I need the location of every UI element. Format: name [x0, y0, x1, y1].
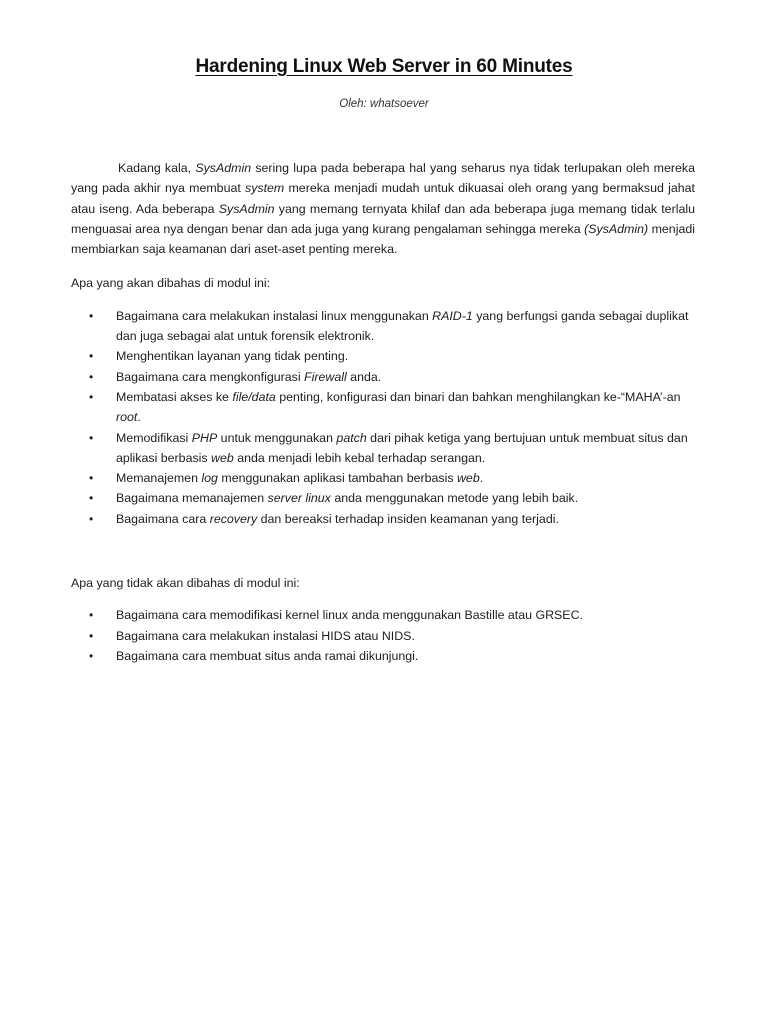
list-item-text: Bagaimana memanajemen	[116, 491, 268, 506]
bullet-icon: •	[89, 628, 94, 643]
list-item-text: Bagaimana cara	[116, 511, 210, 526]
bullet-icon: •	[89, 511, 94, 526]
list-item-emphasis: file/data	[232, 389, 276, 404]
bullet-icon: •	[89, 349, 94, 364]
list-item	[71, 346, 695, 366]
bullet-icon: •	[89, 308, 94, 323]
document-author: Oleh: whatsoever	[339, 98, 429, 110]
bullet-icon: •	[89, 430, 94, 445]
bullet-icon: •	[89, 491, 94, 506]
list-item-emphasis: patch	[336, 430, 367, 445]
list-item-emphasis: root	[116, 410, 138, 425]
list-item-text: .	[137, 410, 141, 425]
list-item-text: Bagaimana cara melakukan instalasi HIDS atau NIDS.	[116, 628, 415, 643]
intro-text: mereka menjadi mudah untuk dikuasai oleh orang yang bermaksud jahat atau iseng. Ada beberapa	[71, 181, 695, 216]
list-item-text: penting, konfigurasi dan binari dan bahkan menghilangkan ke-“MAHA’-an	[275, 389, 681, 404]
intro-text: Kadang kala,	[118, 161, 196, 175]
list-item	[71, 646, 695, 666]
list-item	[71, 428, 695, 469]
bullet-icon: •	[89, 608, 94, 623]
list-item-text: yang berfungsi ganda sebagai duplikat dan juga sebagai alat untuk forensik elektronik.	[116, 308, 689, 344]
list-item-text: Membatasi akses ke	[116, 389, 233, 404]
intro-emphasis: system	[245, 181, 285, 196]
list-item-text: Memanajemen	[116, 471, 202, 486]
list-item	[71, 488, 695, 508]
list-item	[71, 605, 695, 625]
bullet-icon: •	[89, 648, 94, 663]
bullet-icon: •	[89, 389, 94, 404]
bullet-icon: •	[89, 471, 94, 486]
list-item-text: Memodifikasi	[116, 430, 192, 445]
list-item-text: menggunakan aplikasi tambahan berbasis	[217, 471, 457, 486]
list-item	[71, 306, 695, 347]
list-item-text: Bagaimana cara melakukan instalasi linux menggunakan	[116, 308, 433, 323]
list-item-text: untuk menggunakan	[217, 430, 337, 445]
list-item	[71, 509, 695, 529]
list-item-text: anda menggunakan metode yang lebih baik.	[330, 491, 579, 506]
list-item-emphasis: RAID-1	[432, 308, 473, 323]
list-item-text: dari pihak ketiga yang bertujuan untuk membuat situs dan aplikasi berbasis	[116, 430, 688, 465]
list-item-text: Menghentikan layanan yang tidak penting.	[116, 349, 349, 364]
list-item-emphasis: web	[456, 471, 480, 486]
not-covered-list	[71, 605, 695, 666]
intro-paragraph	[71, 158, 695, 259]
intro-emphasis: SysAdmin	[218, 201, 275, 216]
list-item-emphasis: server linux	[267, 491, 331, 506]
intro-text: yang memang ternyata khilaf dan ada beberapa juga memang tidak terlalu menguasai area nya dengan benar dan ada juga yang kurang pengalaman sehingga mereka	[71, 201, 695, 236]
list-item-text: dan bereaksi terhadap insiden keamanan yang terjadi.	[257, 511, 559, 526]
bullet-icon: •	[89, 369, 94, 384]
list-item-text: Bagaimana cara membuat situs anda ramai dikunjungi.	[116, 648, 419, 663]
list-item-emphasis: recovery	[209, 511, 258, 526]
list-item-emphasis: log	[201, 471, 218, 486]
list-item-emphasis: PHP	[191, 430, 218, 445]
list-item-text: Bagaimana cara memodifikasi kernel linux anda menggunakan Bastille atau GRSEC.	[116, 608, 583, 623]
not-covered-heading: Apa yang tidak akan dibahas di modul ini:	[71, 576, 300, 591]
list-item	[71, 387, 695, 428]
intro-text: menjadi membiarkan saja keamanan dari aset-aset penting mereka.	[71, 221, 695, 257]
intro-text: sering lupa pada beberapa hal yang seharus nya tidak terlupakan oleh mereka yang pada akhir nya membuat	[71, 161, 696, 196]
covered-list	[71, 306, 695, 529]
list-item-text: anda.	[346, 369, 382, 384]
list-item-emphasis: web	[211, 450, 234, 465]
intro-emphasis: SysAdmin	[195, 161, 252, 175]
list-item	[71, 367, 695, 387]
covered-heading: Apa yang akan dibahas di modul ini:	[71, 276, 271, 291]
document-title: Hardening Linux Web Server in 60 Minutes	[195, 56, 573, 77]
intro-emphasis: (SysAdmin)	[584, 221, 649, 236]
document-body	[71, 158, 695, 666]
list-item	[71, 626, 695, 646]
list-item-text: .	[479, 471, 484, 486]
list-item	[71, 468, 695, 488]
list-item-text: Bagaimana cara mengkonfigurasi	[116, 369, 305, 384]
list-item-emphasis: Firewall	[304, 369, 347, 384]
list-item-text: anda menjadi lebih kebal terhadap serangan.	[233, 450, 486, 465]
